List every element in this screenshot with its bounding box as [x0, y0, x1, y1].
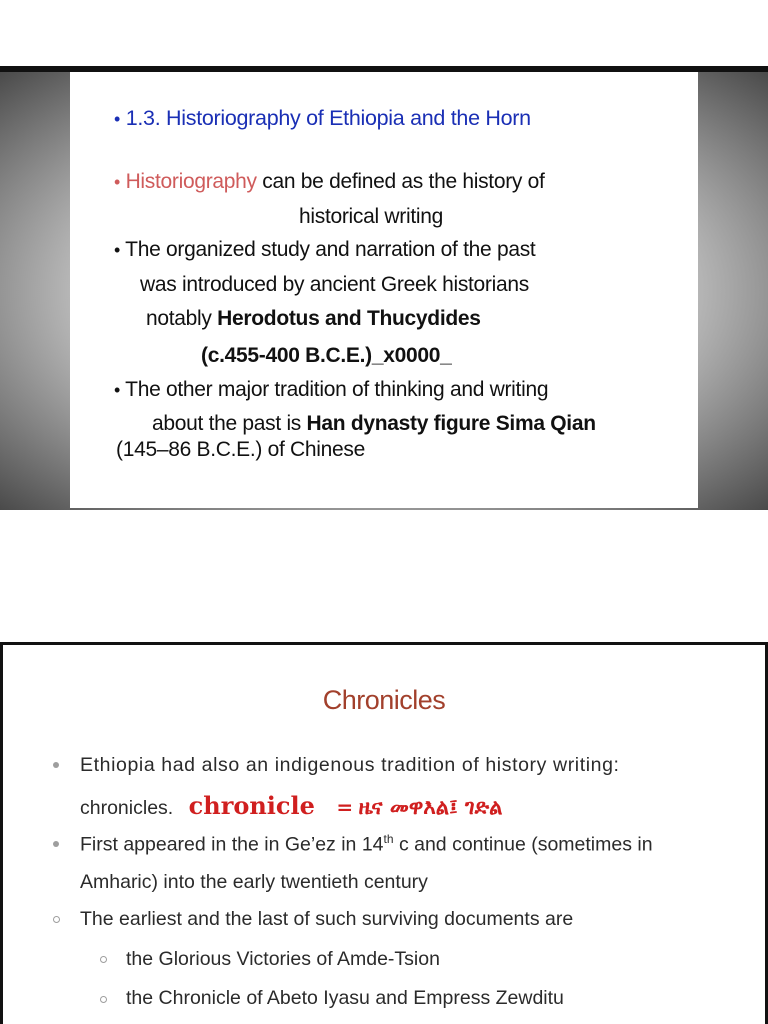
slide-historiography — [0, 66, 768, 510]
bullet-first-appeared-line2: Amharic) into the early twentieth century — [80, 871, 428, 893]
slide-content-panel — [70, 72, 698, 508]
sub-bullet-ring-icon — [100, 956, 107, 963]
bullet-historiography-definition: • Historiography can be defined as the history of — [114, 170, 545, 193]
bullet-icon: • — [114, 380, 121, 400]
bullet-icon — [53, 762, 59, 768]
sub-bullet-ring-icon — [100, 996, 107, 1003]
names-herodotus-thucydides: Herodotus and Thucydides — [217, 307, 481, 330]
bullet-icon: • — [114, 240, 121, 260]
bullet-icon — [53, 841, 59, 847]
bullet-greek-historians-dates: (c.455-400 B.C.E.)_x0000_ — [201, 344, 452, 367]
bullet-sima-qian: • The other major tradition of thinking and writing — [114, 378, 549, 401]
bullet-sima-qian-line3: (145–86 B.C.E.) of Chinese — [116, 438, 366, 461]
slide1-title: • 1.3. Historiography of Ethiopia and the Horn — [114, 106, 531, 130]
bullet-indigenous-tradition-line2: chronicles. chronicle = ዜና መዋእል፤ ገድል — [80, 791, 503, 820]
bullet-icon: • — [114, 109, 121, 129]
bullet-ring-icon — [53, 916, 60, 923]
term-historiography: Historiography — [125, 170, 257, 193]
bullet-historiography-definition-cont: historical writing — [299, 205, 443, 228]
bullet-sima-qian-line2: about the past is Han dynasty figure Sima Qian — [152, 412, 596, 435]
bullet-indigenous-tradition: Ethiopia had also an indigenous tradition of history writing: — [80, 754, 620, 776]
bullet-first-appeared: First appeared in the in Ge’ez in 14th c and continue (sometimes in — [80, 832, 653, 856]
slide2-title: Chronicles — [322, 685, 446, 715]
sub-item-iyasu-zewditu: the Chronicle of Abeto Iyasu and Empress Zewditu — [126, 987, 564, 1009]
geez-chronicle-term: ዜና መዋእል፤ ገድል — [358, 794, 503, 819]
bullet-greek-historians-line2: was introduced by ancient Greek historians — [140, 273, 529, 296]
bullet-greek-historians: • The organized study and narration of the past — [114, 238, 536, 261]
slide-chronicles — [0, 642, 768, 1024]
sub-item-amde-tsion: the Glorious Victories of Amde-Tsion — [126, 948, 440, 970]
bullet-icon: • — [114, 172, 121, 192]
term-chronicle: chronicle — [188, 791, 315, 820]
bullet-greek-historians-line3: notably Herodotus and Thucydides — [146, 307, 481, 330]
name-sima-qian: Han dynasty figure Sima Qian — [306, 412, 596, 435]
bullet-earliest-last: The earliest and the last of such surviving documents are — [80, 908, 574, 930]
